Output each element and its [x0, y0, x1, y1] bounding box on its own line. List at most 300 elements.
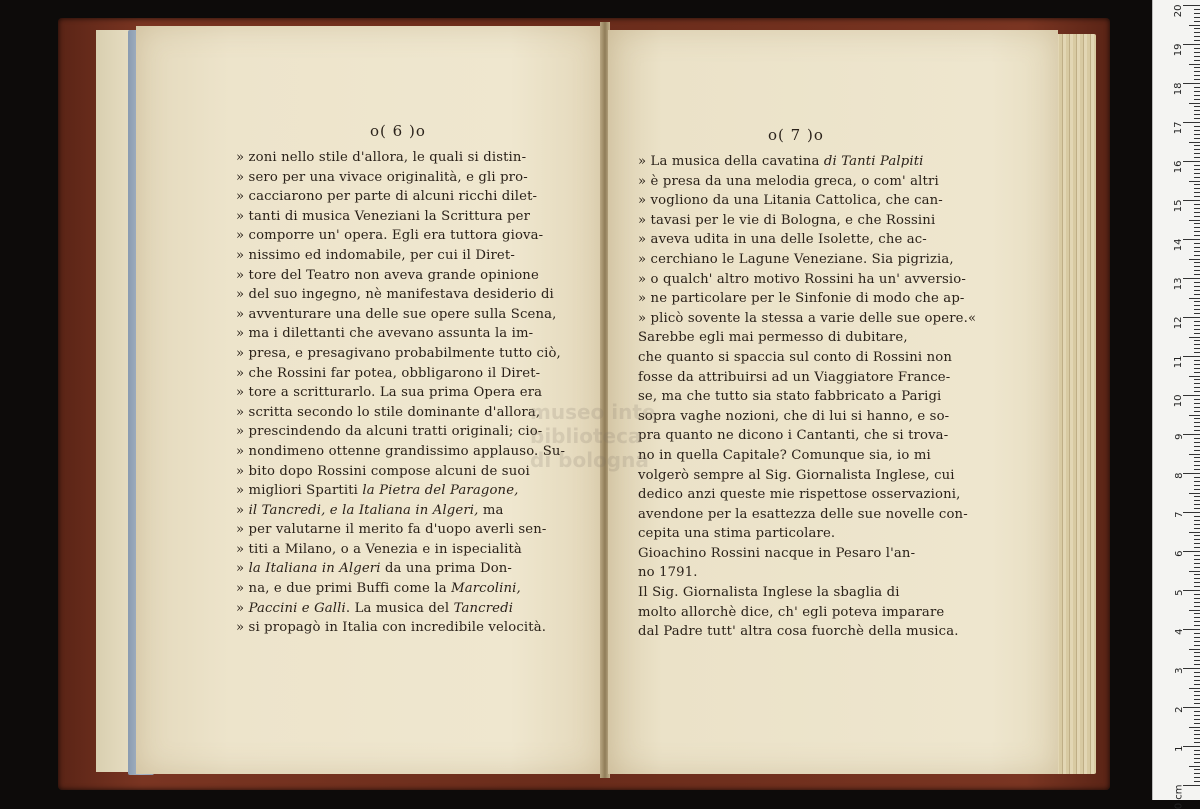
- ruler-tick: [1189, 493, 1200, 494]
- ruler-tick: [1194, 411, 1200, 412]
- ruler-tick: [1194, 270, 1200, 271]
- ruler-tick: [1194, 477, 1200, 478]
- ruler-label: 2: [1174, 707, 1185, 713]
- ruler-tick: [1194, 430, 1200, 431]
- ruler-tick: [1194, 438, 1200, 439]
- ruler-tick: [1194, 391, 1200, 392]
- text-line: [638, 368, 976, 388]
- ruler-label: 11: [1174, 356, 1185, 369]
- ruler-tick: [1194, 754, 1200, 755]
- text-line: [638, 426, 976, 446]
- ruler-tick: [1194, 192, 1200, 193]
- text-line: [638, 191, 976, 211]
- ruler-tick: [1194, 508, 1200, 509]
- text-span: » comporre un' opera. Egli era tuttora giova-: [236, 228, 543, 243]
- text-span: »: [236, 601, 249, 616]
- text-span: » avventurare una delle sue opere sulla Scena,: [236, 307, 556, 322]
- ruler-tick: [1194, 516, 1200, 517]
- ruler-tick: [1194, 340, 1200, 341]
- ruler-tick: [1194, 418, 1200, 419]
- ruler-tick: [1194, 286, 1200, 287]
- text-line: [638, 211, 976, 231]
- ruler-tick: [1194, 294, 1200, 295]
- ruler-tick: [1194, 535, 1200, 536]
- italic-span: la Pietra del Paragone,: [362, 483, 518, 498]
- ruler-tick: [1194, 114, 1200, 115]
- italic-span: Tancredi: [454, 601, 513, 616]
- watermark-line: museo inte: [530, 400, 670, 424]
- ruler-tick: [1194, 403, 1200, 404]
- ruler-tick: [1194, 134, 1200, 135]
- ruler-tick: [1194, 547, 1200, 548]
- ruler-label: 19: [1174, 44, 1185, 57]
- italic-span: il Tancredi, e la Italiana in Algeri,: [249, 503, 479, 518]
- ruler-label: 10: [1174, 395, 1185, 408]
- ruler-tick: [1183, 590, 1200, 591]
- text-span: volgerò sempre al Sig. Giornalista Inglese, cui: [638, 468, 955, 483]
- ruler-tick: [1194, 60, 1200, 61]
- text-span: dedico anzi queste mie rispettose osservazioni,: [638, 487, 960, 502]
- text-span: » nissimo ed indomabile, per cui il Diret-: [236, 248, 515, 263]
- ruler-tick: [1194, 157, 1200, 158]
- page-edges: [1052, 34, 1096, 774]
- ruler-tick: [1194, 625, 1200, 626]
- ruler-tick: [1183, 161, 1200, 162]
- ruler-tick: [1194, 758, 1200, 759]
- ruler-tick: [1194, 407, 1200, 408]
- ruler-tick: [1194, 524, 1200, 525]
- ruler-tick: [1194, 231, 1200, 232]
- ruler-tick: [1194, 586, 1200, 587]
- ruler-tick: [1194, 13, 1200, 14]
- ruler-tick: [1194, 422, 1200, 423]
- ruler-tick: [1194, 633, 1200, 634]
- text-span: se, ma che tutto sia stato fabbricato a Parigi: [638, 389, 941, 404]
- ruler-tick: [1189, 25, 1200, 26]
- ruler-tick: [1194, 40, 1200, 41]
- ruler-tick: [1194, 539, 1200, 540]
- text-line: [638, 172, 976, 192]
- ruler-tick: [1183, 278, 1200, 279]
- text-line: [638, 583, 976, 603]
- text-line: [236, 285, 565, 305]
- ruler-tick: [1194, 348, 1200, 349]
- ruler-tick: [1183, 785, 1200, 786]
- ruler-tick: [1194, 598, 1200, 599]
- ruler-tick: [1194, 383, 1200, 384]
- ruler-tick: [1194, 711, 1200, 712]
- ruler-tick: [1194, 301, 1200, 302]
- ruler-tick: [1194, 723, 1200, 724]
- ruler-tick: [1194, 262, 1200, 263]
- text-span: » scritta secondo lo stile dominante d'allora,: [236, 405, 540, 420]
- ruler-tick: [1194, 216, 1200, 217]
- ruler-tick: [1194, 243, 1200, 244]
- ruler-tick: [1194, 290, 1200, 291]
- ruler-tick: [1194, 188, 1200, 189]
- ruler-tick: [1194, 664, 1200, 665]
- text-span: » è presa da una melodia greca, o com' altri: [638, 174, 939, 189]
- ruler-tick: [1194, 563, 1200, 564]
- text-span: » ma i dilettanti che avevano assunta la im-: [236, 326, 533, 341]
- ruler-tick: [1194, 106, 1200, 107]
- ruler-tick: [1189, 376, 1200, 377]
- ruler-tick: [1194, 118, 1200, 119]
- ruler-tick: [1194, 574, 1200, 575]
- ruler-tick: [1194, 555, 1200, 556]
- ruler-tick: [1194, 282, 1200, 283]
- ruler-tick: [1194, 734, 1200, 735]
- ruler-tick: [1194, 266, 1200, 267]
- ruler-tick: [1194, 730, 1200, 731]
- italic-span: Marcolini,: [451, 581, 521, 596]
- watermark: [530, 400, 670, 520]
- ruler-tick: [1194, 126, 1200, 127]
- ruler-tick: [1194, 606, 1200, 607]
- ruler-tick: [1194, 617, 1200, 618]
- ruler-tick: [1194, 368, 1200, 369]
- ruler-tick: [1194, 769, 1200, 770]
- text-span: » sero per una vivace originalità, e gli pro-: [236, 170, 528, 185]
- text-span: » cerchiano le Lagune Veneziane. Sia pigrizia,: [638, 252, 954, 267]
- ruler-tick: [1194, 387, 1200, 388]
- ruler-tick: [1194, 372, 1200, 373]
- text-span: » La musica della cavatina: [638, 154, 824, 169]
- ruler-tick: [1189, 259, 1200, 260]
- text-line: [236, 481, 565, 501]
- ruler-tick: [1194, 465, 1200, 466]
- ruler-label: 17: [1174, 122, 1185, 135]
- text-line: [638, 250, 976, 270]
- ruler-tick: [1189, 454, 1200, 455]
- ruler-tick: [1194, 481, 1200, 482]
- ruler-tick: [1194, 344, 1200, 345]
- ruler-tick: [1194, 165, 1200, 166]
- text-line: [638, 230, 976, 250]
- text-line: [236, 207, 565, 227]
- ruler-tick: [1194, 130, 1200, 131]
- text-span: » o qualch' altro motivo Rossini ha un' avversio-: [638, 272, 966, 287]
- ruler-tick: [1189, 688, 1200, 689]
- text-span: sopra vaghe nozioni, che di lui si hanno, e so-: [638, 409, 949, 424]
- text-span: » migliori Spartiti: [236, 483, 362, 498]
- ruler-tick: [1189, 415, 1200, 416]
- ruler-tick: [1194, 71, 1200, 72]
- text-span: no in quella Capitale? Comunque sia, io mi: [638, 448, 931, 463]
- text-line: [236, 520, 565, 540]
- text-line: [638, 309, 976, 329]
- text-span: no 1791.: [638, 565, 698, 580]
- ruler-tick: [1189, 766, 1200, 767]
- text-line: [638, 407, 976, 427]
- text-line: [638, 152, 976, 172]
- ruler-tick: [1194, 329, 1200, 330]
- text-line: [236, 168, 565, 188]
- ruler-tick: [1183, 200, 1200, 201]
- ruler-tick: [1194, 227, 1200, 228]
- text-span: » vogliono da una Litania Cattolica, che can-: [638, 193, 943, 208]
- ruler-tick: [1194, 489, 1200, 490]
- text-span: » cacciarono per parte di alcuni ricchi dilet-: [236, 189, 537, 204]
- ruler-label: 0 cm: [1174, 785, 1185, 809]
- ruler-tick: [1194, 738, 1200, 739]
- text-line: [638, 505, 976, 525]
- ruler-tick: [1189, 571, 1200, 572]
- text-span: pra quanto ne dicono i Cantanti, che si trova-: [638, 428, 948, 443]
- text-line: [236, 344, 565, 364]
- text-line: [236, 305, 565, 325]
- text-span: » tanti di musica Veneziani la Scrittura per: [236, 209, 530, 224]
- text-line: [638, 348, 976, 368]
- text-line: [236, 599, 565, 619]
- ruler-tick: [1194, 9, 1200, 10]
- ruler-label: 13: [1174, 278, 1185, 291]
- ruler-tick: [1194, 177, 1200, 178]
- text-span: avendone per la esattezza delle sue novelle con-: [638, 507, 968, 522]
- text-span: » tore del Teatro non aveva grande opinione: [236, 268, 539, 283]
- text-span: » prescindendo da alcuni tratti originali; cio-: [236, 424, 542, 439]
- ruler-tick: [1189, 181, 1200, 182]
- left-page-text: [236, 148, 565, 638]
- ruler-tick: [1194, 99, 1200, 100]
- text-span: » aveva udita in una delle Isolette, che ac-: [638, 232, 927, 247]
- ruler-tick: [1183, 746, 1200, 747]
- ruler-tick: [1194, 149, 1200, 150]
- text-span: » che Rossini far potea, obbligarono il Diret-: [236, 366, 540, 381]
- ruler-tick: [1194, 169, 1200, 170]
- text-span: » nondimeno ottenne grandissimo applauso. Su-: [236, 444, 565, 459]
- text-span: ma: [479, 503, 504, 518]
- ruler-tick: [1194, 153, 1200, 154]
- text-line: [638, 466, 976, 486]
- ruler-tick: [1194, 469, 1200, 470]
- text-span: » del suo ingegno, nè manifestava desiderio di: [236, 287, 554, 302]
- ruler-tick: [1183, 239, 1200, 240]
- ruler-tick: [1183, 395, 1200, 396]
- ruler-label: 16: [1174, 161, 1185, 174]
- text-span: Il Sig. Giornalista Inglese la sbaglia di: [638, 585, 900, 600]
- ruler-tick: [1194, 450, 1200, 451]
- text-line: [236, 540, 565, 560]
- ruler-tick: [1183, 44, 1200, 45]
- text-span: che quanto si spaccia sul conto di Rossini non: [638, 350, 952, 365]
- text-span: dal Padre tutt' altra cosa fuorchè della musica.: [638, 624, 959, 639]
- ruler-tick: [1194, 173, 1200, 174]
- ruler-tick: [1194, 773, 1200, 774]
- ruler-tick: [1189, 532, 1200, 533]
- text-line: [638, 289, 976, 309]
- text-span: » per valutarne il merito fa d'uopo averli sen-: [236, 522, 547, 537]
- measurement-ruler: [1152, 0, 1200, 800]
- text-span: » na, e due primi Buffi come la: [236, 581, 451, 596]
- text-line: [236, 559, 565, 579]
- ruler-tick: [1194, 313, 1200, 314]
- ruler-tick: [1194, 352, 1200, 353]
- ruler-tick: [1183, 5, 1200, 6]
- ruler-tick: [1189, 64, 1200, 65]
- ruler-tick: [1183, 668, 1200, 669]
- ruler-tick: [1194, 145, 1200, 146]
- ruler-tick: [1189, 727, 1200, 728]
- ruler-tick: [1183, 317, 1200, 318]
- ruler-tick: [1194, 680, 1200, 681]
- ruler-tick: [1194, 364, 1200, 365]
- ruler-tick: [1194, 656, 1200, 657]
- ruler-tick: [1194, 321, 1200, 322]
- ruler-tick: [1194, 684, 1200, 685]
- ruler-label: 7: [1174, 512, 1185, 518]
- ruler-tick: [1194, 676, 1200, 677]
- ruler-tick: [1194, 719, 1200, 720]
- ruler-tick: [1189, 610, 1200, 611]
- ruler-tick: [1183, 83, 1200, 84]
- text-span: molto allorchè dice, ch' egli poteva imparare: [638, 605, 944, 620]
- text-span: fosse da attribuirsi ad un Viaggiatore France-: [638, 370, 950, 385]
- text-line: [236, 403, 565, 423]
- text-span: » zoni nello stile d'allora, le quali si distin-: [236, 150, 526, 165]
- ruler-label: 18: [1174, 83, 1185, 96]
- text-line: [638, 446, 976, 466]
- ruler-tick: [1194, 750, 1200, 751]
- text-span: . La musica del: [346, 601, 454, 616]
- ruler-tick: [1189, 649, 1200, 650]
- ruler-tick: [1194, 695, 1200, 696]
- ruler-label: 1: [1174, 746, 1185, 752]
- page-number-right: o( 7 )o: [768, 126, 824, 144]
- ruler-tick: [1194, 699, 1200, 700]
- ruler-tick: [1194, 442, 1200, 443]
- ruler-tick: [1194, 32, 1200, 33]
- text-line: [638, 328, 976, 348]
- text-span: »: [236, 561, 249, 576]
- text-line: [638, 544, 976, 564]
- ruler-tick: [1194, 426, 1200, 427]
- ruler-tick: [1194, 528, 1200, 529]
- text-span: » plicò sovente la stessa a varie delle sue opere.«: [638, 311, 976, 326]
- text-span: » tavasi per le vie di Bologna, e che Rossini: [638, 213, 935, 228]
- ruler-tick: [1194, 56, 1200, 57]
- ruler-tick: [1194, 184, 1200, 185]
- ruler-tick: [1194, 446, 1200, 447]
- text-line: [638, 563, 976, 583]
- text-line: [236, 618, 565, 638]
- ruler-tick: [1194, 204, 1200, 205]
- ruler-tick: [1194, 399, 1200, 400]
- ruler-tick: [1194, 21, 1200, 22]
- ruler-tick: [1183, 434, 1200, 435]
- ruler-tick: [1194, 247, 1200, 248]
- text-line: [236, 442, 565, 462]
- ruler-tick: [1194, 637, 1200, 638]
- ruler-tick: [1194, 762, 1200, 763]
- text-line: [638, 524, 976, 544]
- ruler-tick: [1194, 691, 1200, 692]
- ruler-tick: [1183, 512, 1200, 513]
- ruler-tick: [1183, 356, 1200, 357]
- ruler-tick: [1194, 95, 1200, 96]
- ruler-tick: [1194, 715, 1200, 716]
- ruler-tick: [1194, 703, 1200, 704]
- ruler-tick: [1194, 274, 1200, 275]
- ruler-tick: [1194, 36, 1200, 37]
- ruler-tick: [1194, 520, 1200, 521]
- text-line: [236, 501, 565, 521]
- text-span: » bito dopo Rossini compose alcuni de suoi: [236, 464, 530, 479]
- ruler-tick: [1194, 461, 1200, 462]
- text-line: [638, 603, 976, 623]
- ruler-tick: [1194, 496, 1200, 497]
- ruler-label: 14: [1174, 239, 1185, 252]
- text-line: [236, 579, 565, 599]
- text-span: »: [236, 503, 249, 518]
- ruler-label: 20: [1174, 5, 1185, 18]
- page-number-left: o( 6 )o: [370, 122, 426, 140]
- italic-span: la Italiana in Algeri: [249, 561, 381, 576]
- text-line: [236, 462, 565, 482]
- ruler-label: 8: [1174, 473, 1185, 479]
- ruler-tick: [1194, 559, 1200, 560]
- ruler-tick: [1194, 75, 1200, 76]
- ruler-label: 4: [1174, 629, 1185, 635]
- ruler-tick: [1194, 91, 1200, 92]
- italic-span: di Tanti Palpiti: [824, 154, 924, 169]
- text-line: [236, 422, 565, 442]
- text-line: [236, 364, 565, 384]
- ruler-tick: [1194, 613, 1200, 614]
- ruler-label: 3: [1174, 668, 1185, 674]
- ruler-tick: [1194, 543, 1200, 544]
- ruler-tick: [1194, 52, 1200, 53]
- ruler-tick: [1194, 500, 1200, 501]
- ruler-tick: [1194, 212, 1200, 213]
- text-span: » si propagò in Italia con incredibile velocità.: [236, 620, 546, 635]
- watermark-line: biblioteca: [530, 424, 670, 448]
- ruler-tick: [1194, 457, 1200, 458]
- ruler-tick: [1194, 235, 1200, 236]
- ruler-tick: [1194, 360, 1200, 361]
- text-span: » tore a scritturarlo. La sua prima Opera era: [236, 385, 542, 400]
- ruler-tick: [1194, 781, 1200, 782]
- text-span: Sarebbe egli mai permesso di dubitare,: [638, 330, 908, 345]
- ruler-tick: [1194, 48, 1200, 49]
- ruler-tick: [1183, 707, 1200, 708]
- ruler-tick: [1194, 223, 1200, 224]
- ruler-tick: [1189, 142, 1200, 143]
- ruler-tick: [1194, 110, 1200, 111]
- ruler-tick: [1194, 621, 1200, 622]
- ruler-tick: [1189, 337, 1200, 338]
- right-page-text: [638, 152, 976, 642]
- text-line: [236, 187, 565, 207]
- ruler-tick: [1194, 67, 1200, 68]
- ruler-tick: [1194, 325, 1200, 326]
- ruler-tick: [1194, 87, 1200, 88]
- ruler-tick: [1194, 652, 1200, 653]
- ruler-tick: [1189, 220, 1200, 221]
- text-line: [638, 622, 976, 642]
- ruler-tick: [1183, 473, 1200, 474]
- ruler-tick: [1194, 742, 1200, 743]
- ruler-tick: [1194, 485, 1200, 486]
- text-span: da una prima Don-: [381, 561, 512, 576]
- ruler-tick: [1189, 103, 1200, 104]
- text-line: [236, 226, 565, 246]
- text-line: [236, 246, 565, 266]
- text-line: [638, 387, 976, 407]
- text-span: » ne particolare per le Sinfonie di modo che ap-: [638, 291, 965, 306]
- ruler-label: 12: [1174, 317, 1185, 330]
- ruler-label: 15: [1174, 200, 1185, 213]
